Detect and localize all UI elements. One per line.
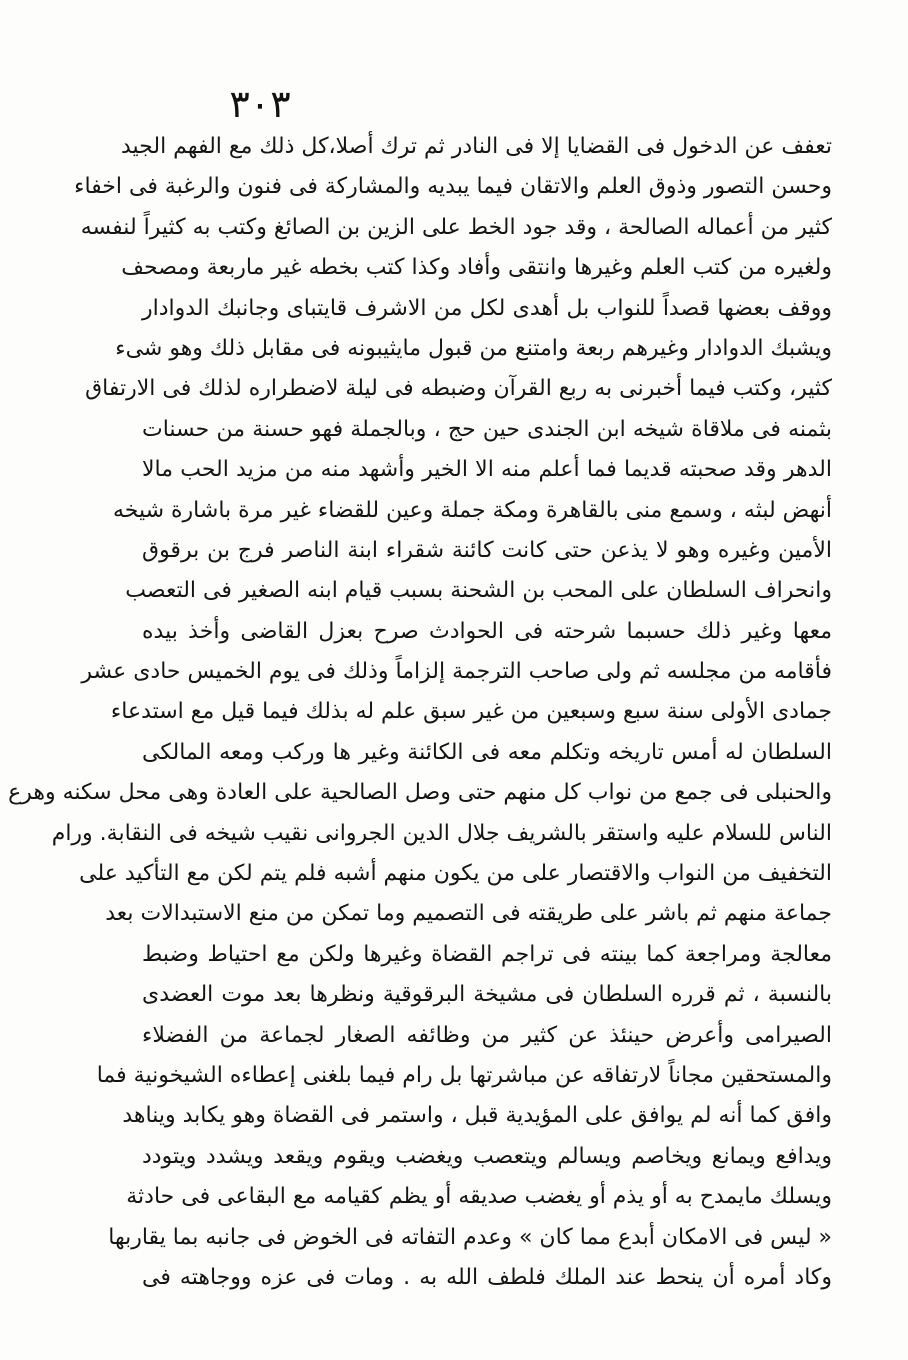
text-line: الصيرامى وأعرض حينئذ عن كثير من وظائفه الصغار لجماعة من الفضلاء: [142, 1022, 832, 1048]
text-line: التخفيف من النواب والاقتصار على من يكون منهم أشبه فلم يتم لكن مع التأكيد على: [79, 861, 832, 887]
body-text: [8, 127, 832, 1298]
text-line: بثمنه فى ملاقاة شيخه ابن الجندى حين حج ، وبالجملة فهو حسنة من حسنات: [142, 416, 832, 442]
text-line: بالنسبة ، ثم قرره السلطان فى مشيخة البرقوقية ونظرها بعد موت العضدى: [142, 982, 832, 1008]
page-number: ٣٠٣: [229, 82, 291, 126]
text-line: الأمين وغيره وهو لا يذعن حتى كانت كائنة شقراء ابنة الناصر فرج بن برقوق: [142, 537, 832, 563]
text-line: « ليس فى الامكان أبدع مما كان » وعدم التفاته فى الخوض فى جانبه بما يقاربها: [108, 1224, 832, 1250]
text-line: معها وغير ذلك حسبما شرحته فى الحوادث صرح بعزل القاضى وأخذ بيده: [142, 618, 832, 644]
text-line: وكاد أمره أن ينحط عند الملك فلطف الله به . ومات فى عزه ووجاهته فى: [142, 1264, 832, 1290]
text-line: جمادى الأولى سنة سبع وسبعين من غير سبق علم له بذلك فيما قيل مع استدعاء: [110, 699, 832, 725]
text-line: الناس للسلام عليه واستقر بالشريف جلال الدين الجروانى نقيب شيخه فى النقابة. ورام: [51, 820, 832, 846]
text-line: الدهر وقد صحبته قديما فما أعلم منه الا الخير وأشهد منه من مزيد الحب مالا: [142, 457, 832, 483]
text-line: أنهض لبثه ، وسمع منى بالقاهرة ومكة جملة وعين للقضاء غير مرة باشارة شيخه: [112, 497, 832, 523]
text-line: والحنبلى فى جمع من نواب كل منهم حتى وصل الصالحية على العادة وهى محل سكنه وهرع: [8, 780, 832, 806]
text-line: وافق كما أنه لم يوافق على المؤيدية قبل ، واستمر فى القضاة وهو يكابد ويناهد: [122, 1103, 832, 1129]
text-line: ويشبك الدوادار وغيرهم ربعة وامتنع من قبول مايثيبونه فى مقابل ذلك وهو شىء: [115, 335, 832, 361]
text-line: ولغيره من كتب العلم وغيرها وانتقى وأفاد وكذا كتب بخطه غير ماربعة ومصحف: [121, 255, 832, 281]
text-line: والمستحقين مجاناً لارتفاقه عن مباشرتها بل رام فيما بلغنى إعطاءه الشيخونية فما: [96, 1062, 832, 1088]
text-line: كثير، وكتب فيما أخبرنى به ربع القرآن وضبطه فى ليلة لاضطراره لذلك فى الارتفاق: [85, 376, 832, 402]
text-line: السلطان له أمس تاريخه وتكلم معه فى الكائنة وغير ها وركب ومعه المالكى: [142, 739, 832, 765]
text-line: جماعة منهم ثم باشر على طريقته فى التصميم وما تمكن من منع الاستبدالات بعد: [105, 901, 832, 927]
text-line: فأقامه من مجلسه ثم ولى صاحب الترجمة إلزاماً وذلك فى يوم الخميس حادى عشر: [81, 659, 832, 685]
text-line: ويسلك مايمدح به أو يذم أو يغضب صديقه أو يظم كقيامه مع البقاعى فى حادثة: [126, 1184, 832, 1210]
text-line: معالجة ومراجعة كما بينته فى تراجم القضاة وغيرها ولكن مع احتياط وضبط: [142, 941, 832, 967]
text-line: كثير من أعماله الصالحة ، وقد جود الخط على الزين بن الصائغ وكتب به كثيراً لنفسه: [80, 214, 832, 240]
text-line: وحسن التصور وذوق العلم والاتقان فيما يبديه والمشاركة فى فنون والرغبة فى اخفاء: [74, 174, 832, 200]
text-line: وانحراف السلطان على المحب بن الشحنة بسبب قيام ابنه الصغير فى التعصب: [125, 578, 832, 604]
text-line: ووقف بعضها قصداً للنواب بل أهدى لكل من الاشرف قايتباى وجانبك الدوادار: [142, 295, 832, 321]
text-line: تعفف عن الدخول فى القضايا إلا فى النادر ثم ترك أصلا،كل ذلك مع الفهم الجيد: [120, 134, 832, 159]
text-line: ويدافع ويمانع ويخاصم ويسالم ويتعصب ويغضب ويقوم ويقعد ويشدد ويتودد: [142, 1143, 832, 1169]
